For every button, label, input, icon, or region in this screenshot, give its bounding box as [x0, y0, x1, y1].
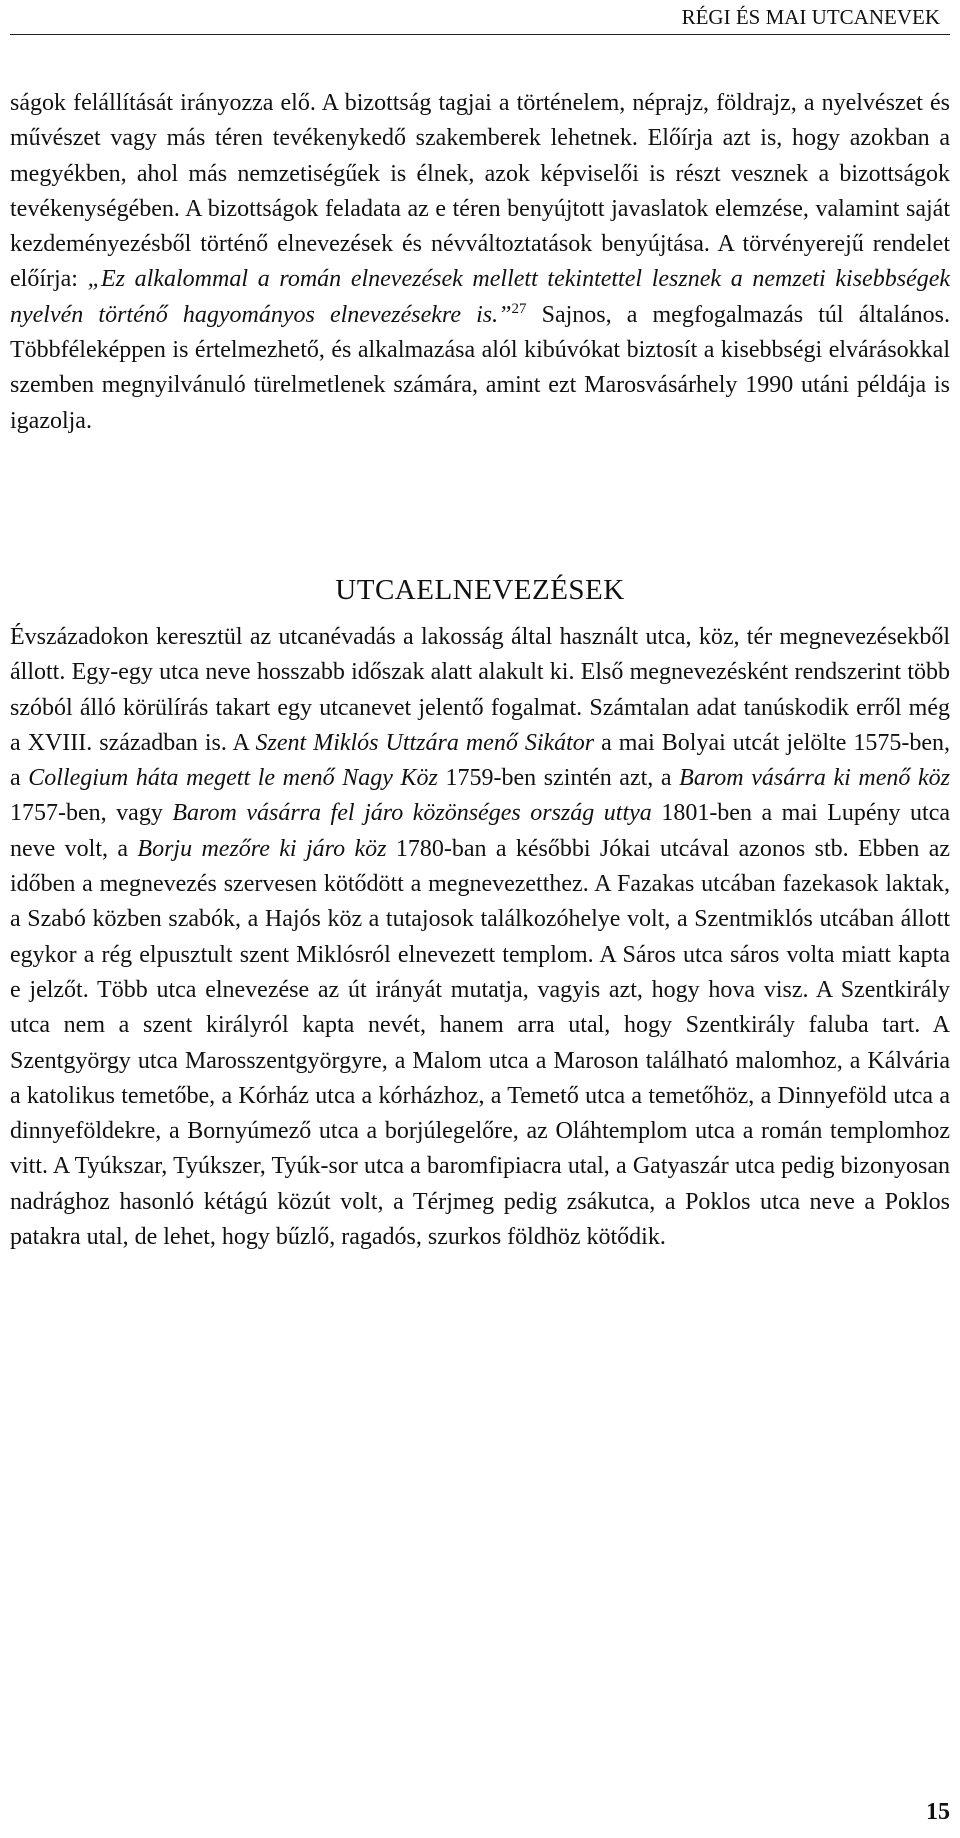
- footnote-reference[interactable]: 27: [511, 300, 527, 317]
- running-title: RÉGI ÉS MAI UTCANEVEK: [681, 5, 940, 29]
- text-segment: 1801-ben a mai Lupény utca neve volt, a: [10, 800, 951, 862]
- paragraph-1-text: ságok felállítását irányozza elő. A bizottság tagjai a történelem, néprajz, földrajz, a nyelvészet és művészet vagy más téren tevékenykedő szakemberek lehetnek. Előírja azt is, hogy azokban a megyékben, ahol más nemzetiségűek is élnek, azok képviselői is részt vesznek a bizottságok tevékenységében. A bizottságok feladata az e téren benyújtott javaslatok elemzése, valamint saját kezdeményezésből történő elnevezések és névváltoztatások benyújtása. A törvényerejű rendelet előírja:: [10, 90, 950, 293]
- law-quote: „Ez alkalommal a román elnevezések mellett tekintettel lesznek a nemzeti kisebbségek nyelvén történő hagyományos elnevezésekre is.”: [10, 266, 951, 328]
- text-segment: 1780-ban a későbbi Jókai utcával azonos stb. Ebben az időben a megnevezés szervesen kötődött a megnevezetthez. A Fazakas utcában fazekasok laktak, a Szabó közben szabók, a Hajós köz a tutajosok találkozóhelye volt, a Szentmiklós utcában állott egykor a rég elpusztult szent Miklósról elnevezett templom. A Sáros utca sáros volta miatt kapta e jelzőt. Több utca elnevezése az út irányát mutatja, vagyis azt, hogy hova visz. A Szentkirály utca nem a szent királyról kapta nevét, hanem arra utal, hogy Szentkirály faluba tart. A Szentgyörgy utca Marosszentgyörgyre, a Malom utca a Maroson található malomhoz, a Kálvária a katolikus temetőbe, a Kórház utca a kórházhoz, a Temető utca a temetőhöz, a Dinnyeföld utca a dinnyeföldekre, a Bornyúmező utca a borjúlegelőre, az Oláhtemplom utca a román templomhoz vitt. A Tyúkszar, Tyúkszer, Tyúk-sor utca a baromfipiacra utal, a Gatyaszár utca pedig bizonyosan nadrághoz hasonló kétágú közút volt, a Térjmeg pedig zsákutca, a Poklos utca neve a Poklos patakra utal, de lehet, hogy bűzlő, ragadós, szurkos földhöz kötődik.: [10, 835, 950, 1251]
- page-number: 15: [926, 1799, 950, 1825]
- historical-street-name: Szent Miklós Uttzára menő Sikátor: [255, 729, 595, 756]
- text-segment: 1757-ben, vagy: [10, 800, 173, 827]
- paragraph-1-continuation: Sajnos, a megfogalmazás túl általános. Többféleképpen is értelmezhető, és alkalmazása alól kibúvókat biztosít a kisebbségi elvárásokkal szemben megnyilvánuló türelmetlenek számára, amint ezt Marosvásárhely 1990 utáni példája is igazolja.: [10, 301, 950, 434]
- text-segment: Évszázadokon keresztül az utcanévadás a lakosság által használt utca, köz, tér megnevezésekből állott. Egy-egy utca neve hosszabb időszak alatt alakult ki. Első megnevezésként rendszerint több szóból álló körülírás takart egy utcanevet jelentő fogalmat. Számtalan adat tanúskodik erről még a XVIII. században is. A: [10, 624, 950, 756]
- body-paragraph-1: [10, 86, 950, 439]
- historical-street-name: Barom vásárra ki menő köz: [679, 765, 950, 792]
- historical-street-name: Barom vásárra fel járo közönséges ország uttya: [172, 800, 652, 827]
- section-heading: UTCAELNEVEZÉSEK: [335, 574, 625, 606]
- historical-street-name: Collegium háta megett le menő Nagy Köz: [28, 765, 438, 792]
- running-header: [10, 4, 950, 35]
- historical-street-name: Borju mezőre ki járo köz: [137, 835, 387, 862]
- text-segment: a mai Bolyai utcát jelölte 1575-ben, a: [10, 729, 950, 792]
- text-segment: 1759-ben szintén azt, a: [437, 765, 680, 792]
- body-paragraph-2: [10, 620, 950, 1255]
